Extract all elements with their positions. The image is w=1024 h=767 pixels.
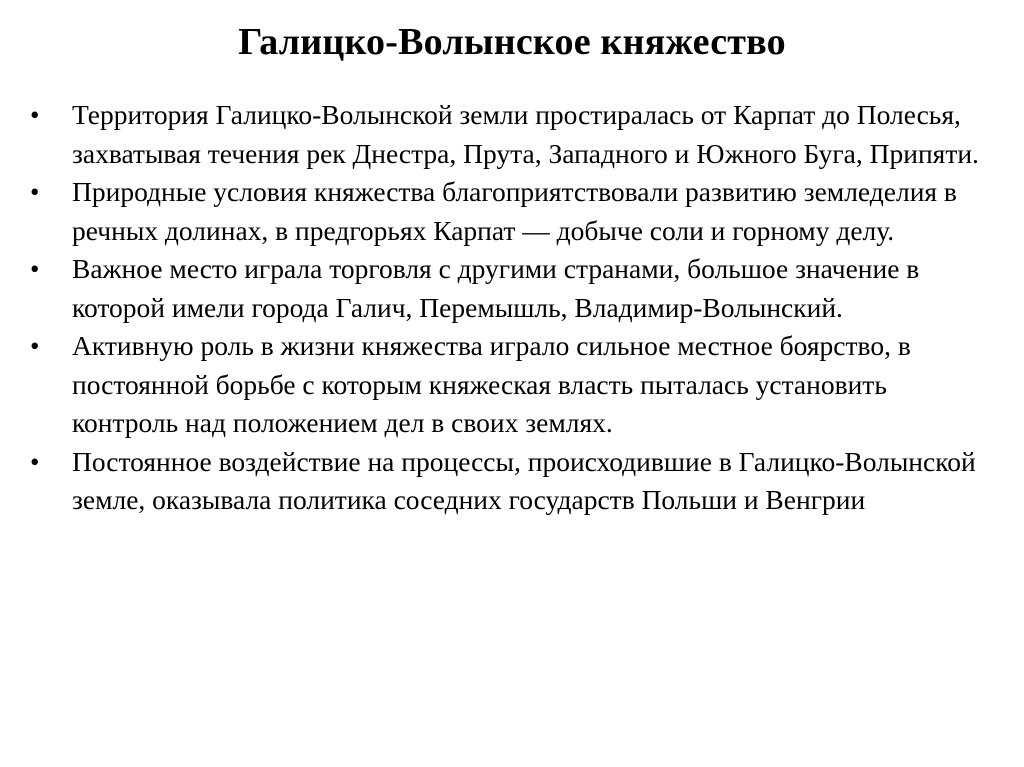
bullet-icon: • [30,100,40,130]
slide-title: Галицко-Волынское княжество [238,21,786,63]
bullet-icon: • [30,177,40,207]
list-item-text: Постоянное воздействие на процессы, происходившие в Галицко-Волынской земле, оказывала политика соседних государств Польши и Венгрии [72,445,976,515]
list-item-text: Важное место играла торговля с другими странами, большое значение в которой имели города Галич, Перемышль, Владимир-Волынский. [72,253,920,323]
list-item [28,173,998,250]
list-item [28,250,998,327]
bullet-list [28,96,998,520]
bullet-icon: • [30,446,40,477]
bullet-icon: • [30,331,40,361]
list-item-text: Природные условия княжества благоприятствовали развитию земледелия в речных долинах, в предгорьях Карпат — добыче соли и горному делу. [72,176,957,246]
list-item [28,443,998,520]
list-item [28,327,998,443]
list-item-text: Территория Галицко-Волынской земли простиралась от Карпат до Полесья, захватывая течения рек Днестра, Прута, Западного и Южного Буга, Припяти. [72,99,979,169]
bullet-icon: • [30,254,40,284]
list-item [28,96,998,173]
list-item-text: Активную роль в жизни княжества играло сильное местное боярство, в постоянной борьбе с которым княжеская власть пыталась установить контроль над положением дел в своих землях. [72,330,911,438]
